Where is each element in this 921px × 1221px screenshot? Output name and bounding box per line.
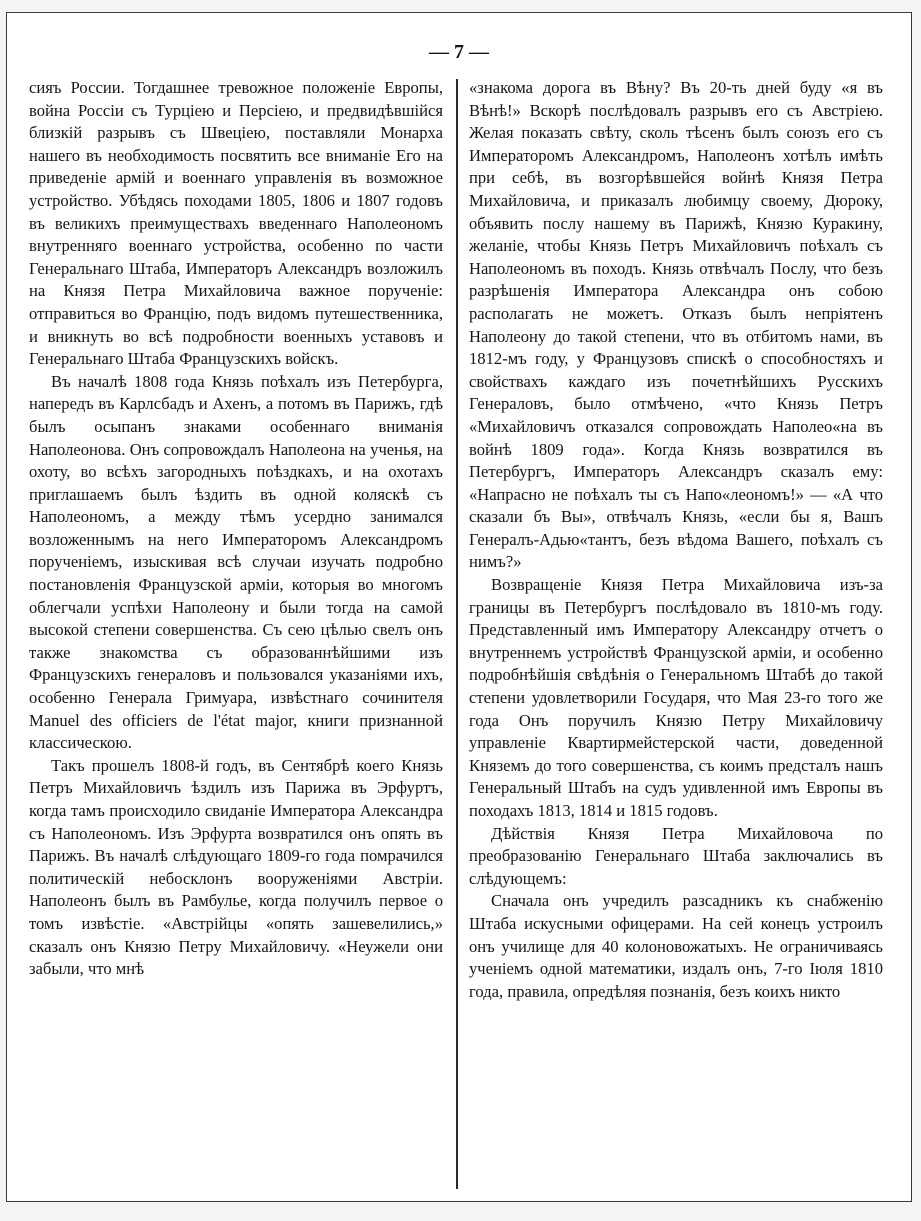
paragraph: Сначала онъ учредилъ разсадникъ къ снабженію Штаба искусными офицерами. На сей конецъ устроилъ онъ училище для 40 колоновожатыхъ. Не ограничиваясь ученіемъ одной математики, издалъ онъ, 7-го Іюля 1810 года, правила, опредѣляя познанія, безъ коихъ никто	[469, 891, 883, 1001]
paragraph: Дѣйствія Князя Петра Михайловоча по преобразованію Генеральнаго Штаба заключались въ слѣдующемъ:	[469, 823, 883, 888]
page-number: — 7 —	[429, 41, 489, 63]
left-column	[29, 77, 443, 981]
paragraph: Возвращеніе Князя Петра Михайловича изъ-за границы въ Петербургъ послѣдовало въ 1810-мъ году. Представленный имъ Императору Александру отчетъ о внутреннемъ устройствѣ Французской арміи, и особенно подробнѣйшія свѣдѣнія о Генеральномъ Штабѣ до такой степени удовлетворили Государя, что Мая 23-го того же года Онъ поручилъ Князю Петру Михайловичу управленіе Квартирмейстерской части, доведенной Княземъ до того совершенства, съ коимъ предсталъ нашъ Генеральный Штабъ на судъ удивленной имъ Европы въ походахъ 1813, 1814 и 1815 годовъ.	[469, 575, 883, 820]
column-divider	[456, 79, 458, 1189]
book-page	[6, 12, 912, 1202]
paragraph: «знакома дорога въ Вѣну? Въ 20-ть дней буду «я въ Вѣнѣ!» Вскорѣ послѣдовалъ разрывъ его съ Австріею. Желая показать свѣту, сколь тѣсенъ былъ союзъ его съ Императоромъ Александромъ, Наполеонъ хотѣлъ имѣть при себѣ, въ возгорѣвшейся войнѣ Князя Петра Михайловича, и приказалъ любимцу своему, Дюроку, объявить послу нашему въ Парижѣ, Князю Куракину, желаніе, чтобы Князь Петръ Михайловичъ поѣхалъ съ Наполеономъ въ походъ. Князь отвѣчалъ Послу, что безъ разрѣшенія Императора Александра онъ собою располагать не можетъ. Отказъ былъ непріятенъ Наполеону до такой степени, что въ отбитомъ нами, въ 1812-мъ году, у Французовъ спискѣ о способностяхъ и свойствахъ каждаго изъ почетнѣйшихъ Русскихъ Генераловъ, было отмѣчено, «что Князь Петръ «Михайловичъ отказался сопровождать Наполео«на въ войнѣ 1809 года». Когда Князь возвратился въ Петербургъ, Императоръ Александръ сказалъ ему: «Напрасно не поѣхалъ ты съ Напо«леономъ!» — «А что сказали бъ Вы», отвѣчалъ Князь, «если бы я, Вашъ Генералъ-Адью«тантъ, безъ вѣдома Вашего, поѣхалъ съ нимъ?»	[469, 78, 883, 572]
right-column	[469, 77, 883, 1003]
paragraph: Въ началѣ 1808 года Князь поѣхалъ изъ Петербурга, напередъ въ Карлсбадъ и Ахенъ, а потомъ въ Парижъ, гдѣ былъ осыпанъ знаками особеннаго вниманія Наполеонова. Онъ сопровождалъ Наполеона на ученья, на охоту, во всѣхъ загородныхъ поѣздкахъ, и на охотахъ приглашаемъ былъ ѣздить въ одной коляскѣ съ Наполеономъ, а между тѣмъ усердно занимался возложеннымъ на него Императоромъ Александромъ порученіемъ, изыскивая всѣ случаи изучать подробно постановленія Французской арміи, которыя во многомъ облегчали успѣхи Наполеону и были тогда на самой высокой степени совершенства. Съ сею цѣлью свелъ онъ также знакомства съ образованнѣйшими изъ Французскихъ генераловъ и пользовался указаніями ихъ, особенно Генерала Гримуара, извѣстнаго сочинителя Manuel des officiers de l'état major, книги признанной классическою.	[29, 371, 443, 753]
paragraph: сияъ России. Тогдашнее тревожное положеніе Европы, война Россіи съ Турціею и Персіею, и предвидѣвшійся близкій разрывъ съ Швеціею, поставляли Монарха нашего въ необходимость посвятить все вниманіе Его на приведеніе армій и военнаго управленія въ возможное устройство. Убѣдясь походами 1805, 1806 и 1807 годовъ въ великихъ преимуществахъ введеннаго Наполеономъ внутренняго военнаго устройства, особенно по части Генеральнаго Штаба, Императоръ Александръ возложилъ на Князя Петра Михайловича важное порученіе: отправиться во Францію, подъ видомъ путешественника, и вникнуть во всѣ подробности военныхъ уставовъ и Генеральнаго Штаба Французскихъ войскъ.	[29, 78, 443, 369]
paragraph: Такъ прошелъ 1808-й годъ, въ Сентябрѣ коего Князь Петръ Михайловичъ ѣздилъ изъ Парижа въ Эрфуртъ, когда тамъ происходило свиданіе Императора Александра съ Наполеономъ. Изъ Эрфурта возвратился онъ опять въ Парижъ. Въ началѣ слѣдующаго 1809-го года помрачился политическій небосклонъ вооруженіями Австріи. Наполеонъ былъ въ Рамбулье, когда получилъ первое о томъ извѣстіе. «Австрійцы «опять зашевелились,» сказалъ онъ Князю Петру Михайловичу. «Неужели они забыли, что мнѣ	[29, 755, 443, 979]
